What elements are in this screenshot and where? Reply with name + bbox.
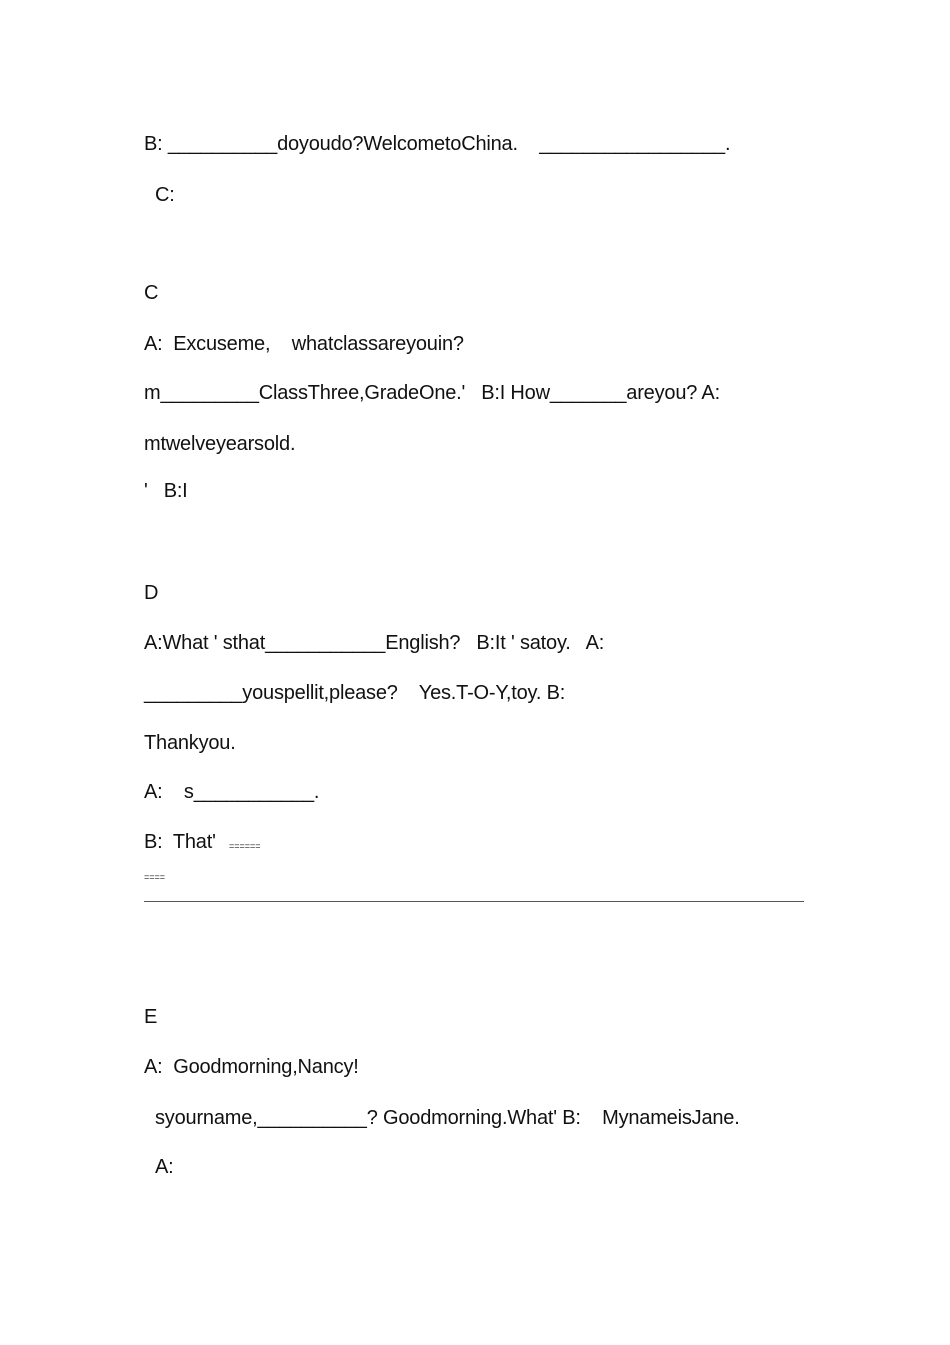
section-heading-d: D [144,582,159,604]
text-marks-d6: ==== [144,872,166,882]
section-heading-c: C [144,282,159,304]
text-line-d4: A: s___________. [144,781,320,803]
text-line-d2: _________youspellit,please? Yes.T-O-Y,toy. B: [144,682,566,704]
text-marks-d5: ====== [229,841,261,851]
horizontal-divider [144,901,804,902]
text-line-e1: A: Goodmorning,Nancy! [144,1056,359,1078]
text-line-d5: B: That' [144,831,216,853]
section-heading-e: E [144,1006,158,1028]
text-line-d3: Thankyou. [144,732,236,754]
text-line-d1: A:What ' sthat___________English? B:It ' satoy. A: [144,632,605,654]
text-line-c-label: C: [155,184,175,206]
text-line-c4: ' B:I [144,480,188,502]
text-line-c3: mtwelveyearsold. [144,433,296,455]
text-line-b1: B: __________doyoudo?WelcometoChina. _________________. [144,133,731,155]
text-line-c2: m_________ClassThree,GradeOne.' B:I How_______areyou? A: [144,382,720,404]
text-line-e2: syourname,__________? Goodmorning.What' B: MynameisJane. [155,1107,740,1129]
text-line-c1: A: Excuseme, whatclassareyouin? [144,333,464,355]
text-line-e3: A: [155,1156,174,1178]
